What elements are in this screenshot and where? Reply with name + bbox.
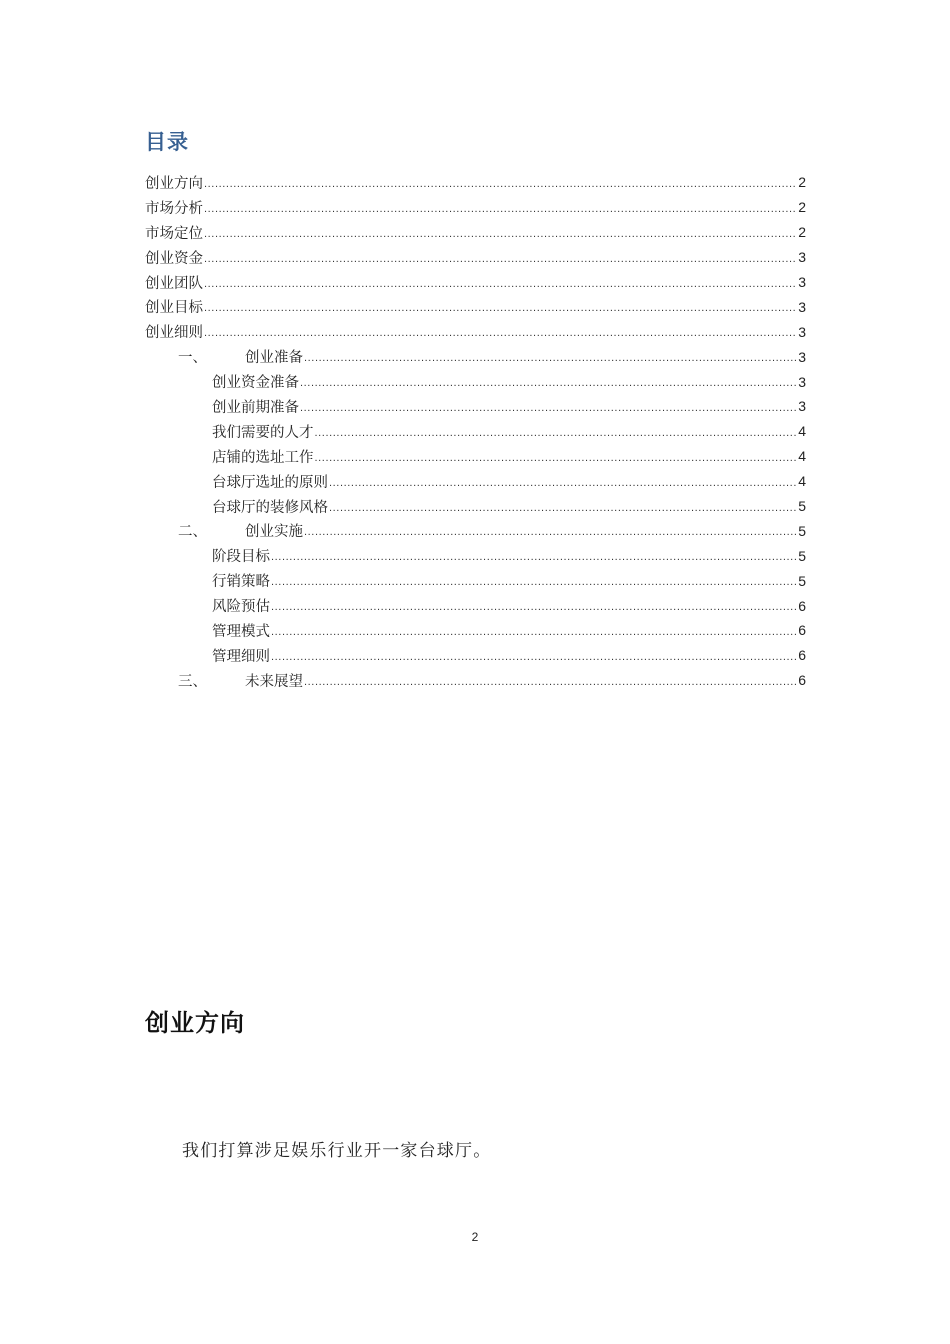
toc-entry-page: 3 — [798, 298, 806, 315]
toc-entry-text: 创业团队 — [145, 275, 203, 292]
toc-entry-text: 管理细则 — [212, 648, 270, 665]
toc-entry-text: 店铺的选址工作 — [212, 449, 314, 466]
toc-leader-dots — [329, 478, 797, 489]
toc-leader-dots — [271, 652, 797, 663]
toc-entry[interactable] — [145, 668, 806, 693]
toc-entry-page: 4 — [798, 423, 806, 440]
toc-entry-text: 风险预估 — [212, 599, 270, 616]
toc-entry-text: 未来展望 — [245, 673, 303, 690]
toc-entry[interactable] — [145, 593, 806, 618]
toc-entry[interactable] — [145, 643, 806, 668]
toc-leader-dots — [204, 254, 797, 265]
toc-entry-page: 3 — [798, 398, 806, 415]
toc-entry-page: 3 — [798, 323, 806, 340]
toc-entry-page: 2 — [798, 199, 806, 216]
toc-entry-page: 5 — [798, 547, 806, 564]
toc-entry-text: 行销策略 — [212, 574, 270, 591]
toc-entry-page: 2 — [798, 224, 806, 241]
toc-entry-page: 6 — [798, 647, 806, 664]
toc-leader-dots — [315, 428, 798, 439]
section-heading: 创业方向 — [145, 1009, 245, 1037]
toc-entry-page: 4 — [798, 473, 806, 490]
toc-entry-page: 3 — [798, 348, 806, 365]
toc-title: 目录 — [145, 130, 189, 154]
toc-entry[interactable] — [145, 220, 806, 245]
toc-leader-dots — [204, 328, 797, 339]
toc-leader-dots — [271, 602, 797, 613]
toc-leader-dots — [300, 378, 797, 389]
toc-leader-dots — [329, 503, 797, 514]
toc-leader-dots — [315, 453, 798, 464]
toc-entry[interactable] — [145, 419, 806, 444]
toc-entry[interactable] — [145, 170, 806, 195]
toc-entry-text: 市场定位 — [145, 225, 203, 242]
toc-entry-text: 阶段目标 — [212, 549, 270, 566]
toc-entry[interactable] — [145, 319, 806, 344]
toc-entry-number: 一、 — [178, 350, 207, 367]
toc-entry[interactable] — [145, 369, 806, 394]
toc-entry-text: 创业目标 — [145, 300, 203, 317]
toc-entry-text: 创业资金准备 — [212, 375, 299, 392]
toc-entry-page: 2 — [798, 174, 806, 191]
toc-entry-text: 台球厅的装修风格 — [212, 499, 328, 516]
toc-leader-dots — [204, 229, 797, 240]
toc-entry[interactable] — [145, 344, 806, 369]
toc-leader-dots — [204, 279, 797, 290]
toc-leader-dots — [204, 179, 797, 190]
toc-leader-dots — [271, 627, 797, 638]
toc-entry[interactable] — [145, 518, 806, 543]
toc-entry-text: 创业实施 — [245, 524, 303, 541]
toc-entry-number: 三、 — [178, 673, 207, 690]
toc-entry[interactable] — [145, 195, 806, 220]
toc-leader-dots — [304, 353, 797, 364]
toc-entry-page: 6 — [798, 672, 806, 689]
toc-entry-page: 5 — [798, 572, 806, 589]
toc-entry-text: 创业细则 — [145, 325, 203, 342]
toc-leader-dots — [204, 204, 797, 215]
toc-entry-page: 6 — [798, 597, 806, 614]
toc-entry-text: 创业资金 — [145, 250, 203, 267]
toc-entry[interactable] — [145, 270, 806, 295]
toc-entry-page: 3 — [798, 274, 806, 290]
page-number: 2 — [471, 1230, 479, 1244]
toc-entry[interactable] — [145, 444, 806, 469]
toc-entry-page: 3 — [798, 249, 806, 266]
toc-entry[interactable] — [145, 618, 806, 643]
toc-leader-dots — [271, 577, 797, 588]
toc-entry-text: 市场分析 — [145, 200, 203, 217]
toc-leader-dots — [304, 527, 797, 538]
toc-entry-page: 6 — [798, 622, 806, 639]
toc-leader-dots — [271, 552, 797, 563]
toc-entry[interactable] — [145, 294, 806, 319]
toc-entry-page: 4 — [798, 448, 806, 465]
toc-entry-text: 创业前期准备 — [212, 399, 299, 416]
toc-entry-number: 二、 — [178, 524, 207, 541]
toc-entry-text: 创业方向 — [145, 175, 203, 192]
table-of-contents — [145, 170, 806, 693]
toc-entry-page: 5 — [798, 498, 806, 515]
toc-entry[interactable] — [145, 469, 806, 494]
body-paragraph: 我们打算涉足娱乐行业开一家台球厅。 — [182, 1141, 492, 1161]
toc-leader-dots — [304, 677, 797, 688]
toc-entry[interactable] — [145, 543, 806, 568]
toc-entry[interactable] — [145, 394, 806, 419]
toc-entry[interactable] — [145, 568, 806, 593]
toc-entry[interactable] — [145, 494, 806, 519]
toc-entry-text: 台球厅选址的原则 — [212, 474, 328, 491]
toc-leader-dots — [204, 303, 797, 314]
toc-entry-text: 创业准备 — [245, 350, 303, 367]
toc-leader-dots — [300, 403, 797, 414]
toc-entry[interactable] — [145, 245, 806, 270]
toc-entry-text: 管理模式 — [212, 623, 270, 640]
toc-entry-page: 3 — [798, 373, 806, 390]
toc-entry-page: 5 — [798, 522, 806, 539]
toc-entry-text: 我们需要的人才 — [212, 424, 314, 441]
